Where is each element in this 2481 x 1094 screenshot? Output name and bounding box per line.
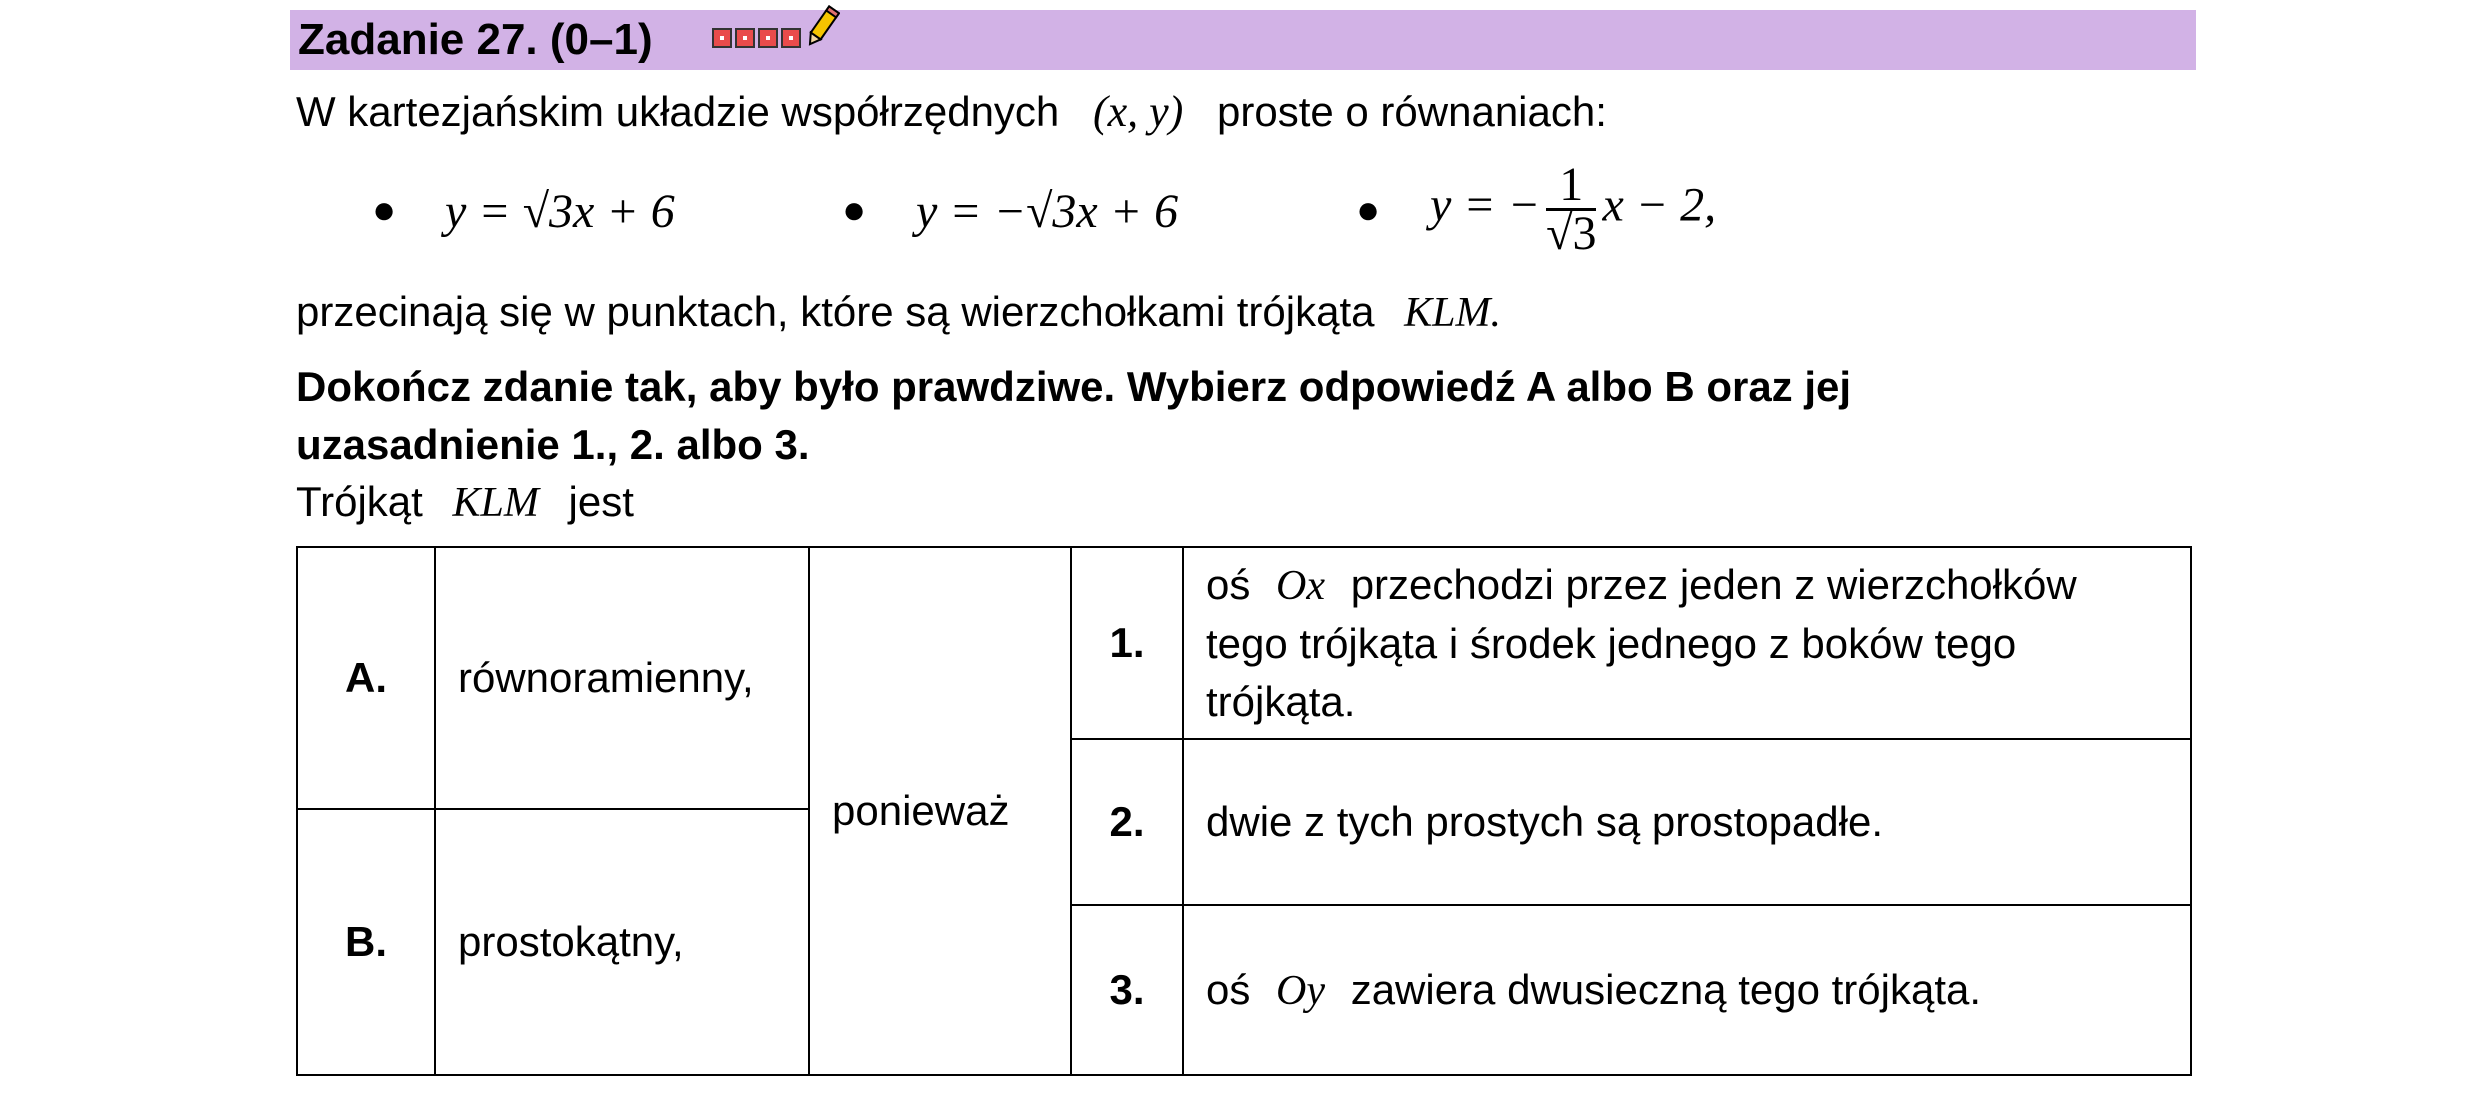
bullet: ● — [842, 188, 867, 232]
equation-3-suffix: x − 2, — [1602, 178, 1717, 232]
reason-2-text[interactable]: dwie z tych prostych są prostopadłe. — [1183, 739, 2191, 905]
triangle-name: KLM. — [1404, 290, 1501, 336]
equation-2: y = −√3x + 6 — [916, 185, 1179, 238]
option-a-label[interactable]: A. — [297, 547, 435, 809]
pencil-icon — [804, 4, 840, 50]
stem-triangle: KLM — [452, 480, 539, 526]
intro-sentence — [296, 88, 1607, 136]
reason-1-post: przechodzi przez jeden z wierzchołków tego trójkąta i środek jednego z boków tego trójkąta. — [1206, 560, 2077, 725]
reason-3-label[interactable]: 3. — [1071, 905, 1183, 1075]
stem-before: Trójkąt — [296, 478, 423, 525]
reason-1-label[interactable]: 1. — [1071, 547, 1183, 739]
equation-1: y = √3x + 6 — [445, 185, 675, 238]
conclusion-text: przecinają się w punktach, które są wierzchołkami trójkąta — [296, 288, 1375, 335]
option-b-label[interactable]: B. — [297, 809, 435, 1075]
reason-1-text[interactable] — [1183, 547, 2191, 739]
score-box — [712, 28, 732, 48]
score-box — [758, 28, 778, 48]
score-box — [781, 28, 801, 48]
score-boxes — [712, 28, 801, 48]
reason-3-post: zawiera dwusieczną tego trójkąta. — [1350, 965, 1982, 1013]
conclusion-sentence — [296, 288, 1501, 337]
stem-after: jest — [568, 478, 634, 525]
fraction-numerator: 1 — [1546, 162, 1596, 211]
option-a-text[interactable]: równoramienny, — [435, 547, 809, 809]
fraction-denominator: √3 — [1546, 207, 1597, 260]
score-box — [735, 28, 755, 48]
answer-table — [296, 546, 2192, 1076]
connector-cell: ponieważ — [809, 547, 1071, 1075]
option-b-text[interactable]: prostokątny, — [435, 809, 809, 1075]
equation-3 — [1430, 158, 1717, 260]
reason-2-label[interactable]: 2. — [1071, 739, 1183, 905]
intro-text-after: proste o równaniach: — [1217, 88, 1607, 135]
instruction: Dokończ zdanie tak, aby było prawdziwe. Wybierz odpowiedź A albo B oraz jej uzasadnienie 1., 2. albo 3. — [296, 363, 1852, 468]
task-header — [290, 10, 2196, 70]
question-stem — [296, 478, 634, 527]
reason-3-pre: oś — [1206, 965, 1251, 1013]
axis-oy: Oy — [1276, 967, 1326, 1014]
axis-ox: Ox — [1276, 562, 1326, 609]
bullet: ● — [372, 188, 397, 232]
coordinate-pair: (x, y) — [1092, 87, 1184, 136]
reason-3-text[interactable] — [1183, 905, 2191, 1075]
task-title: Zadanie 27. (0–1) — [298, 15, 653, 64]
equation-3-prefix: y = − — [1430, 178, 1541, 232]
fraction — [1546, 158, 1597, 260]
intro-text: W kartezjańskim układzie współrzędnych — [296, 88, 1060, 135]
bullet: ● — [1356, 188, 1381, 232]
reason-1-pre: oś — [1206, 560, 1251, 608]
